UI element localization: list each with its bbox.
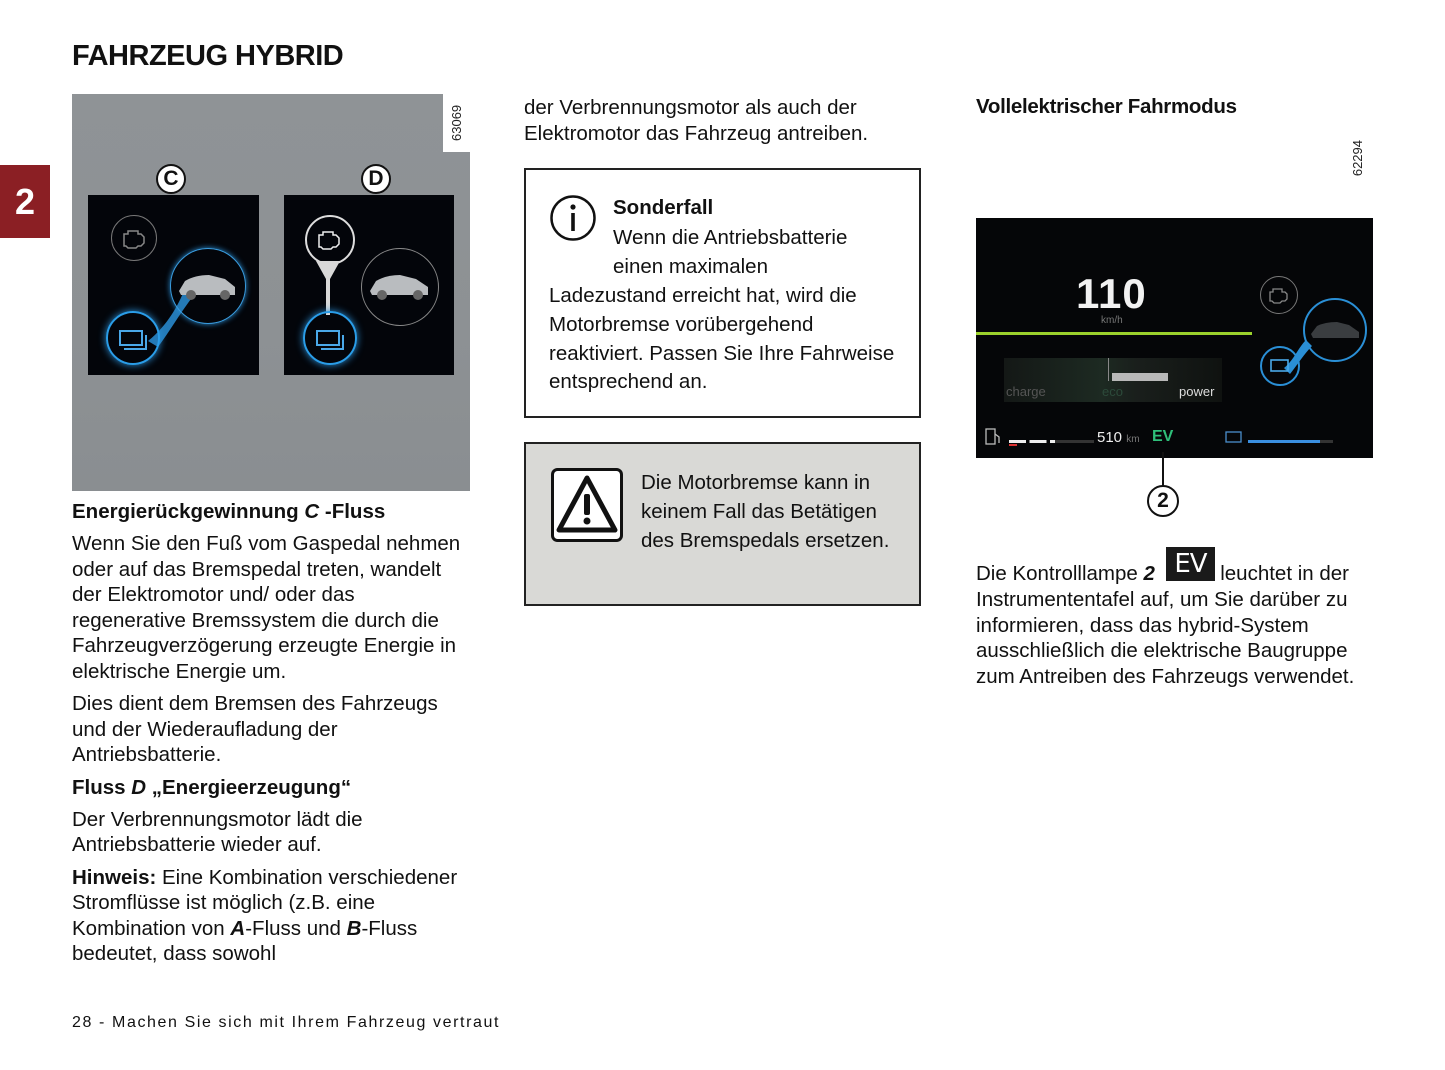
chapter-tab: 2 bbox=[0, 165, 50, 238]
info-line-1: Wenn die Antriebsbatterie bbox=[613, 226, 848, 249]
paragraph: Wenn Sie den Fuß vom Gaspedal nehmen oder auf das Bremspedal treten, wandelt der Elektromotor und/ oder das regenerative Bremssystem die durch die Fahrzeugverzögerung erzeugte Energie in elektrische Energie um. bbox=[72, 532, 461, 683]
warning-box bbox=[524, 442, 921, 606]
battery-level-icon bbox=[1225, 430, 1245, 444]
label-d-badge: D bbox=[361, 164, 391, 194]
battery-gauge bbox=[1248, 440, 1333, 443]
heading-energy-recovery: Energierückgewinnung C -Fluss bbox=[72, 500, 386, 523]
car-icon bbox=[361, 248, 439, 326]
flow-letter: C bbox=[304, 500, 320, 523]
battery-icon bbox=[1260, 346, 1300, 386]
range-value: 510 km bbox=[1097, 429, 1140, 446]
paragraph: Der Verbrennungsmotor lädt die Antriebsbatterie wieder auf. bbox=[72, 807, 363, 856]
speed-value: 110 bbox=[1076, 270, 1147, 317]
battery-icon bbox=[303, 311, 357, 365]
callout-line bbox=[1162, 452, 1164, 486]
figure-number: 62294 bbox=[1350, 140, 1365, 177]
note-paragraph: Hinweis: Eine Kombination verschiedener Stromflüsse ist möglich (z.B. eine Kombination von A-Fluss und B-Fluss bedeutet, dass sowohl bbox=[72, 865, 458, 965]
warning-icon bbox=[551, 468, 623, 542]
column-1 bbox=[72, 499, 467, 974]
section-heading-ev-mode: Vollelektrischer Fahrmodus bbox=[976, 95, 1237, 118]
gauge-needle bbox=[1112, 373, 1168, 381]
ev-indicator: EV bbox=[1152, 428, 1174, 445]
label-c-badge: C bbox=[156, 164, 186, 194]
continuation-text: der Verbrennungsmotor als auch der Elektromotor das Fahrzeug antreiben. bbox=[524, 96, 869, 145]
fuel-gauge bbox=[1009, 440, 1094, 443]
speed-bar bbox=[976, 332, 1252, 335]
callout-2: 2 bbox=[1147, 485, 1179, 517]
heading-energy-generation: Fluss D „Energieerzeugung“ bbox=[72, 775, 352, 799]
paragraph: Dies dient dem Bremsen des Fahrzeugs und der Wiederaufladung der Antriebsbatterie. bbox=[72, 692, 438, 766]
car-icon bbox=[1303, 298, 1367, 362]
info-icon bbox=[549, 194, 597, 242]
energy-flow-figure bbox=[72, 94, 470, 491]
info-title: Sonderfall bbox=[613, 196, 714, 219]
ev-warning-lamp-icon: EV bbox=[1166, 547, 1214, 581]
engine-icon bbox=[1260, 276, 1298, 314]
ev-description: Die Kontrolllampe 2 EV leuchtet in der Instrumententafel auf, um Sie darüber zu informieren, dass das hybrid-System ausschließlich die elektrische Baugruppe zum Antreiben des Fahrzeugs verwendet. bbox=[976, 549, 1355, 689]
power-gauge bbox=[1004, 358, 1222, 402]
speed-unit: km/h bbox=[1101, 315, 1123, 326]
page-title: FAHRZEUG HYBRID bbox=[72, 40, 344, 72]
flow-panel-c bbox=[88, 195, 259, 375]
gauge-label-eco: eco bbox=[1102, 384, 1123, 399]
fuel-icon bbox=[985, 428, 1001, 446]
info-box bbox=[524, 168, 921, 418]
gauge-label-charge: charge bbox=[1006, 384, 1046, 399]
info-text: Ladezustand erreicht hat, wird die Motorbremse vorübergehend reaktiviert. Passen Sie Ihre Fahrweise entsprechend an. bbox=[549, 284, 895, 394]
figure-number: 63069 bbox=[443, 94, 470, 152]
car-icon bbox=[170, 248, 246, 324]
warning-text: Die Motorbremse kann in keinem Fall das Betätigen des Bremspedals ersetzen. bbox=[641, 471, 890, 552]
info-line-2: einen maximalen bbox=[613, 255, 768, 278]
flow-letter: D bbox=[131, 775, 147, 799]
battery-icon bbox=[106, 311, 160, 365]
page-footer: 28 - Machen Sie sich mit Ihrem Fahrzeug vertraut bbox=[72, 1014, 501, 1031]
gauge-label-power: power bbox=[1179, 384, 1215, 399]
flow-panel-d bbox=[284, 195, 454, 375]
instrument-cluster bbox=[976, 218, 1373, 458]
